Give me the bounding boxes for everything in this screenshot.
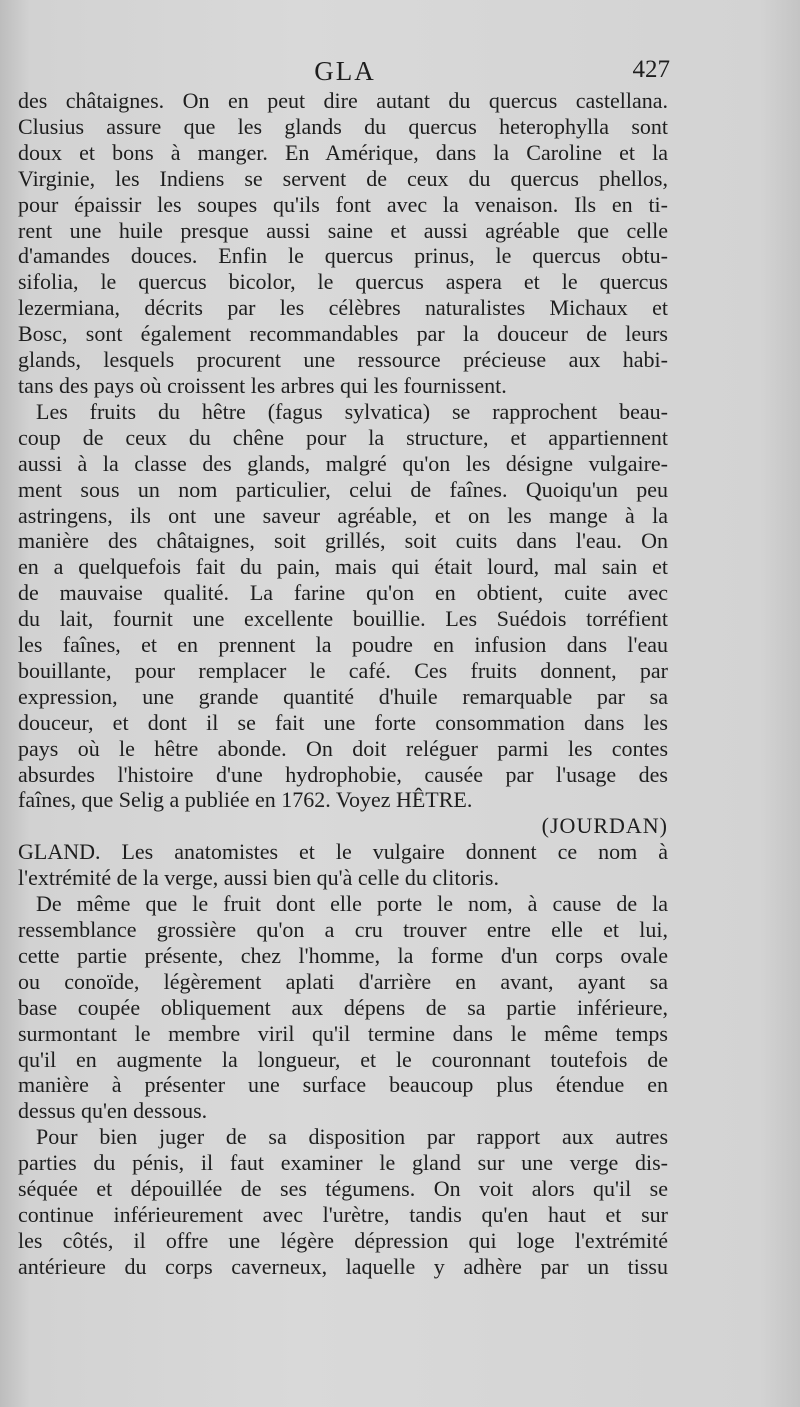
text-line: Bosc, sont également recommandables par la douceur de leurs <box>18 321 668 347</box>
text-line: rent une huile presque aussi saine et aussi agréable que celle <box>18 217 668 243</box>
text-line: continue inférieurement avec l'urètre, tandis qu'en haut et sur <box>18 1201 668 1227</box>
text-line: les côtés, il offre une légère dépression qui loge l'extrémité <box>18 1227 668 1253</box>
text-line: dessus qu'en dessous. <box>18 1098 208 1124</box>
text-line: bouillante, pour remplacer le café. Ces fruits donnent, par <box>18 657 668 683</box>
text-line: cette partie présente, chez l'homme, la forme d'un corps ovale <box>18 942 668 968</box>
body-text <box>18 88 668 1280</box>
text-line: coup de ceux du chêne pour la structure, et appartiennent <box>18 424 668 450</box>
text-line: manière des châtaignes, soit grillés, soit cuits dans l'eau. On <box>18 528 668 554</box>
text-line: des châtaignes. On en peut dire autant du quercus castellana. <box>18 88 668 113</box>
page-header <box>20 56 670 92</box>
text-line: ressemblance grossière qu'on a cru trouver entre elle et lui, <box>18 917 668 942</box>
text-line: d'amandes douces. Enfin le quercus prinus, le quercus obtu- <box>18 243 668 269</box>
text-line: antérieure du corps caverneux, laquelle y adhère par un tissu <box>18 1253 668 1279</box>
text-line: l'extrémité de la verge, aussi bien qu'à celle du clitoris. <box>18 865 499 891</box>
text-line: du lait, fournit une excellente bouillie. Les Suédois torréfient <box>18 606 668 632</box>
text-line: (JOURDAN) <box>541 813 668 839</box>
text-line: aussi à la classe des glands, malgré qu'on les désigne vulgaire- <box>18 450 668 476</box>
text-line: surmontant le membre viril qu'il termine dans le même temps <box>18 1020 668 1046</box>
text-line: Virginie, les Indiens se servent de ceux du quercus phellos, <box>18 165 668 191</box>
text-line: Pour bien juger de sa disposition par rapport aux autres <box>36 1124 668 1150</box>
page-number: 427 <box>632 56 670 83</box>
text-line: pour épaissir les soupes qu'ils font avec la venaison. Ils en ti- <box>18 191 668 217</box>
text-line: faînes, que Selig a publiée en 1762. Voyez HÊTRE. <box>18 787 473 813</box>
text-line: GLAND. Les anatomistes et le vulgaire donnent ce nom à <box>18 839 668 865</box>
text-line: les faînes, et en prennent la poudre en infusion dans l'eau <box>18 632 668 658</box>
text-line: expression, une grande quantité d'huile remarquable par sa <box>18 683 668 709</box>
text-line: en a quelquefois fait du pain, mais qui était lourd, mal sain et <box>18 554 668 580</box>
text-line: ment sous un nom particulier, celui de faînes. Quoiqu'un peu <box>18 476 668 502</box>
running-head: GLA <box>314 56 376 86</box>
text-line: sifolia, le quercus bicolor, le quercus aspera et le quercus <box>18 269 668 295</box>
text-line: douceur, et dont il se fait une forte consommation dans les <box>18 709 668 735</box>
text-line: absurdes l'histoire d'une hydrophobie, causée par l'usage des <box>18 761 668 787</box>
text-line: qu'il en augmente la longueur, et le couronnant toutefois de <box>18 1046 668 1072</box>
text-line: De même que le fruit dont elle porte le nom, à cause de la <box>36 891 668 917</box>
text-line: de mauvaise qualité. La farine qu'on en obtient, cuite avec <box>18 580 668 606</box>
text-line: base coupée obliquement aux dépens de sa partie inférieure, <box>18 994 668 1020</box>
text-line: Clusius assure que les glands du quercus heterophylla sont <box>18 113 668 139</box>
text-line: astringens, ils ont une saveur agréable, et on les mange à la <box>18 502 668 528</box>
text-line: ou conoïde, légèrement aplati d'arrière en avant, ayant sa <box>18 968 668 994</box>
text-line: pays où le hêtre abonde. On doit reléguer parmi les contes <box>18 735 668 761</box>
text-line: Les fruits du hêtre (fagus sylvatica) se rapprochent beau- <box>36 398 668 424</box>
text-line: séquée et dépouillée de ses tégumens. On voit alors qu'il se <box>18 1176 668 1202</box>
text-line: tans des pays où croissent les arbres qui les fournissent. <box>18 372 507 398</box>
text-line: doux et bons à manger. En Amérique, dans la Caroline et la <box>18 139 668 165</box>
text-line: parties du pénis, il faut examiner le gland sur une verge dis- <box>18 1150 668 1176</box>
text-line: manière à présenter une surface beaucoup plus étendue en <box>18 1072 668 1098</box>
text-line: lezermiana, décrits par les célèbres naturalistes Michaux et <box>18 295 668 321</box>
text-line: glands, lesquels procurent une ressource précieuse aux habi- <box>18 347 668 373</box>
